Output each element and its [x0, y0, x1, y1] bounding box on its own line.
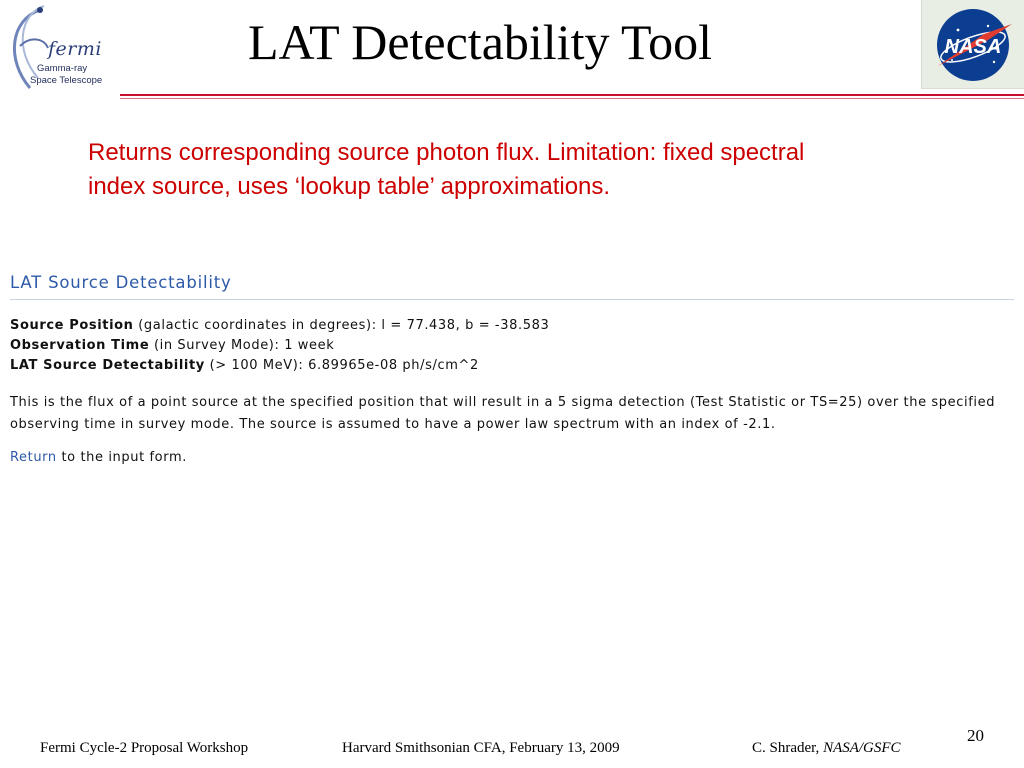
nasa-logo: [921, 0, 1024, 89]
footer-venue: Harvard Smithsonian CFA, February 13, 2009: [342, 740, 620, 756]
source-position-line: [10, 316, 1014, 336]
footer-affiliation: NASA/GSFC: [823, 740, 901, 756]
fermi-wordmark: fermi: [48, 38, 102, 60]
result-heading: LAT Source Detectability: [10, 273, 232, 292]
return-link[interactable]: Return: [10, 450, 57, 465]
observation-time-value: (in Survey Mode): 1 week: [149, 338, 335, 353]
title-divider-secondary: [120, 98, 1024, 99]
title-divider: [120, 94, 1024, 96]
observation-time-label: Observation Time: [10, 338, 150, 353]
intro-description: Returns corresponding source photon flux. Limitation: fixed spectral index source, uses ‘lookup table’ approximations.: [88, 139, 805, 200]
result-values: [10, 316, 1014, 376]
slide-title: LAT Detectability Tool: [247, 14, 712, 70]
return-suffix: to the input form.: [56, 450, 187, 465]
result-explanation: This is the flux of a point source at the specified position that will result in a 5 sigma detection (Test Statistic or TS=25) over the specified observing time in survey mode. The source is assumed to have a power law spectrum with an index of -2.1.: [10, 395, 996, 432]
source-position-label: Source Position: [10, 318, 134, 333]
detectability-value: (> 100 MeV): 6.89965e-08 ph/s/cm^2: [204, 358, 479, 373]
return-line: [10, 448, 1014, 468]
page-number: 20: [967, 726, 984, 745]
fermi-subtitle-line1: Gamma-ray: [37, 63, 88, 74]
footer-author-name: C. Shrader,: [752, 740, 824, 756]
nasa-meatball-icon: [922, 0, 1024, 88]
result-heading-divider: [10, 299, 1014, 300]
source-position-value: (galactic coordinates in degrees): l = 77.438, b = -38.583: [133, 318, 550, 333]
footer-workshop: Fermi Cycle-2 Proposal Workshop: [40, 740, 249, 756]
fermi-subtitle-line2: Space Telescope: [30, 75, 103, 86]
detectability-label: LAT Source Detectability: [10, 358, 205, 373]
footer-author: [752, 740, 901, 757]
detectability-line: [10, 356, 1014, 376]
detectability-result-page: [10, 266, 1014, 468]
observation-time-line: [10, 336, 1014, 356]
nasa-logo-text: NASA: [944, 36, 1002, 58]
